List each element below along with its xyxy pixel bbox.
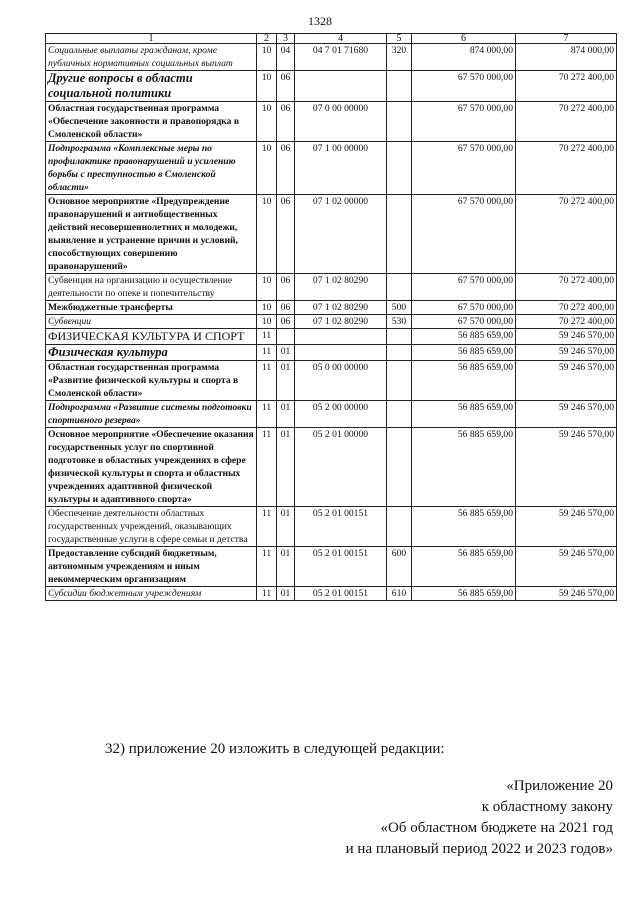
item-name-cell: Субвенция на организацию и осуществление деятельности по опеке и попечительству: [46, 274, 257, 301]
expense-type-cell: [387, 329, 412, 345]
target-article-cell: 05 2 01 00000: [295, 428, 387, 507]
target-article-cell: 05 2 00 00000: [295, 401, 387, 428]
table-row: [46, 507, 617, 547]
subsection-code-cell: 06: [277, 274, 295, 301]
expense-type-cell: 320: [387, 44, 412, 71]
expense-type-cell: [387, 142, 412, 195]
expense-type-cell: [387, 401, 412, 428]
subsection-code-cell: 06: [277, 71, 295, 102]
expense-type-cell: [387, 71, 412, 102]
expense-type-cell: [387, 345, 412, 361]
subsection-code-cell: 01: [277, 547, 295, 587]
column-header: 6: [412, 34, 516, 44]
subsection-code-cell: 01: [277, 345, 295, 361]
amount-2022-cell: 56 885 659,00: [412, 329, 516, 345]
item-name-cell: Предоставление субсидий бюджетным, автономным учреждениям и иным некоммерческим организациям: [46, 547, 257, 587]
item-name-cell: ФИЗИЧЕСКАЯ КУЛЬТУРА И СПОРТ: [46, 329, 257, 345]
table-row: [46, 195, 617, 274]
table-row: [46, 361, 617, 401]
appendix-heading: [346, 776, 613, 860]
amount-2022-cell: 56 885 659,00: [412, 401, 516, 428]
amount-2023-cell: 59 246 570,00: [516, 345, 617, 361]
item-name-cell: Основное мероприятие «Предупреждение правонарушений и антиобщественных действий несовершеннолетних и молодежи, выявление и устранение причин и условий, способствующих совершению правонарушений»: [46, 195, 257, 274]
target-article-cell: 04 7 01 71680: [295, 44, 387, 71]
appendix-line: «Приложение 20: [506, 778, 613, 794]
amount-2023-cell: 59 246 570,00: [516, 587, 617, 601]
item-name-cell: Физическая культура: [46, 345, 257, 361]
subsection-code-cell: 01: [277, 401, 295, 428]
expense-type-cell: 610: [387, 587, 412, 601]
subsection-code-cell: 01: [277, 587, 295, 601]
column-header: 1: [46, 34, 257, 44]
table-row: [46, 102, 617, 142]
amount-2022-cell: 67 570 000,00: [412, 102, 516, 142]
table-header-row: [46, 34, 617, 44]
expense-type-cell: [387, 507, 412, 547]
section-code-cell: 11: [257, 345, 277, 361]
item-name-cell: Областная государственная программа «Обеспечение законности и правопорядка в Смоленской области»: [46, 102, 257, 142]
column-header: 2: [257, 34, 277, 44]
amount-2023-cell: 70 272 400,00: [516, 102, 617, 142]
section-code-cell: 10: [257, 44, 277, 71]
amount-2022-cell: 67 570 000,00: [412, 315, 516, 329]
amount-2022-cell: 56 885 659,00: [412, 428, 516, 507]
amount-2022-cell: 56 885 659,00: [412, 507, 516, 547]
target-article-cell: 07 0 00 00000: [295, 102, 387, 142]
table-body: [46, 44, 617, 601]
amount-2023-cell: 70 272 400,00: [516, 274, 617, 301]
column-header: 5: [387, 34, 412, 44]
table-row: [46, 274, 617, 301]
expense-type-cell: [387, 102, 412, 142]
table-row: [46, 71, 617, 102]
amendment-instruction: 32) приложение 20 изложить в следующей редакции:: [105, 741, 445, 757]
section-code-cell: 10: [257, 71, 277, 102]
table-row: [46, 315, 617, 329]
target-article-cell: 05 2 01 00151: [295, 547, 387, 587]
table-row: [46, 587, 617, 601]
table-row: [46, 142, 617, 195]
item-name-cell: Подпрограмма «Комплексные меры по профилактике правонарушений и усилению борьбы с преступностью в Смоленской области»: [46, 142, 257, 195]
budget-table: [45, 33, 617, 601]
subsection-code-cell: 06: [277, 301, 295, 315]
item-name-cell: Субвенции: [46, 315, 257, 329]
amount-2022-cell: 67 570 000,00: [412, 195, 516, 274]
target-article-cell: [295, 329, 387, 345]
expense-type-cell: 530: [387, 315, 412, 329]
target-article-cell: 05 2 01 00151: [295, 507, 387, 547]
target-article-cell: 07 1 02 80290: [295, 301, 387, 315]
amount-2023-cell: 70 272 400,00: [516, 71, 617, 102]
target-article-cell: 07 1 02 80290: [295, 315, 387, 329]
target-article-cell: 07 1 00 00000: [295, 142, 387, 195]
table-row: [46, 428, 617, 507]
item-name-cell: Подпрограмма «Развитие системы подготовки спортивного резерва»: [46, 401, 257, 428]
section-code-cell: 10: [257, 315, 277, 329]
section-code-cell: 10: [257, 142, 277, 195]
subsection-code-cell: 01: [277, 507, 295, 547]
section-code-cell: 11: [257, 329, 277, 345]
target-article-cell: 05 0 00 00000: [295, 361, 387, 401]
amount-2023-cell: 59 246 570,00: [516, 401, 617, 428]
item-name-cell: Обеспечение деятельности областных государственных учреждений, оказывающих государственные услуги в сфере семьи и детства: [46, 507, 257, 547]
item-name-cell: Межбюджетные трансферты: [46, 301, 257, 315]
subsection-code-cell: 01: [277, 361, 295, 401]
target-article-cell: [295, 345, 387, 361]
subsection-code-cell: 06: [277, 142, 295, 195]
amount-2023-cell: 59 246 570,00: [516, 507, 617, 547]
item-name-cell: Другие вопросы в области социальной политики: [46, 71, 257, 102]
amount-2022-cell: 56 885 659,00: [412, 361, 516, 401]
section-code-cell: 11: [257, 401, 277, 428]
section-code-cell: 11: [257, 428, 277, 507]
item-name-cell: Субсидии бюджетным учреждениям: [46, 587, 257, 601]
table-row: [46, 301, 617, 315]
subsection-code-cell: [277, 329, 295, 345]
subsection-code-cell: 06: [277, 195, 295, 274]
target-article-cell: 07 1 02 00000: [295, 195, 387, 274]
subsection-code-cell: 01: [277, 428, 295, 507]
amount-2023-cell: 874 000,00: [516, 44, 617, 71]
section-code-cell: 10: [257, 195, 277, 274]
appendix-line: и на плановый период 2022 и 2023 годов»: [345, 841, 613, 857]
page-number: 1328: [308, 14, 332, 28]
section-code-cell: 11: [257, 507, 277, 547]
subsection-code-cell: 06: [277, 102, 295, 142]
section-code-cell: 11: [257, 547, 277, 587]
amount-2022-cell: 67 570 000,00: [412, 274, 516, 301]
section-code-cell: 11: [257, 361, 277, 401]
target-article-cell: 05 2 01 00151: [295, 587, 387, 601]
appendix-line: «Об областном бюджете на 2021 год: [380, 820, 613, 836]
amount-2022-cell: 56 885 659,00: [412, 547, 516, 587]
amount-2023-cell: 59 246 570,00: [516, 329, 617, 345]
amount-2023-cell: 59 246 570,00: [516, 361, 617, 401]
target-article-cell: 07 1 02 80290: [295, 274, 387, 301]
item-name-cell: Основное мероприятие «Обеспечение оказания государственных услуг по спортивной подготовке в областных учреждениях в сфере физической культуры и спорта и областных учреждениях адаптивной физической культуры и адаптивного спорта»: [46, 428, 257, 507]
section-code-cell: 10: [257, 102, 277, 142]
expense-type-cell: [387, 274, 412, 301]
appendix-line: к областному закону: [481, 799, 613, 815]
table-row: [46, 329, 617, 345]
amount-2023-cell: 59 246 570,00: [516, 547, 617, 587]
table-row: [46, 401, 617, 428]
amount-2023-cell: 70 272 400,00: [516, 315, 617, 329]
amount-2023-cell: 70 272 400,00: [516, 301, 617, 315]
table-row: [46, 547, 617, 587]
expense-type-cell: 500: [387, 301, 412, 315]
expense-type-cell: [387, 428, 412, 507]
table-row: [46, 44, 617, 71]
section-code-cell: 11: [257, 587, 277, 601]
column-header: 7: [516, 34, 617, 44]
amount-2022-cell: 67 570 000,00: [412, 142, 516, 195]
amount-2023-cell: 70 272 400,00: [516, 142, 617, 195]
item-name-cell: Социальные выплаты гражданам, кроме публичных нормативных социальных выплат: [46, 44, 257, 71]
column-header: 4: [295, 34, 387, 44]
amount-2022-cell: 56 885 659,00: [412, 345, 516, 361]
expense-type-cell: [387, 195, 412, 274]
amount-2023-cell: 59 246 570,00: [516, 428, 617, 507]
subsection-code-cell: 04: [277, 44, 295, 71]
section-code-cell: 10: [257, 301, 277, 315]
table-row: [46, 345, 617, 361]
item-name-cell: Областная государственная программа «Развитие физической культуры и спорта в Смоленской области»: [46, 361, 257, 401]
amount-2022-cell: 874 000,00: [412, 44, 516, 71]
section-code-cell: 10: [257, 274, 277, 301]
target-article-cell: [295, 71, 387, 102]
amount-2023-cell: 70 272 400,00: [516, 195, 617, 274]
amount-2022-cell: 56 885 659,00: [412, 587, 516, 601]
column-header: 3: [277, 34, 295, 44]
amount-2022-cell: 67 570 000,00: [412, 71, 516, 102]
expense-type-cell: 600: [387, 547, 412, 587]
expense-type-cell: [387, 361, 412, 401]
subsection-code-cell: 06: [277, 315, 295, 329]
amount-2022-cell: 67 570 000,00: [412, 301, 516, 315]
